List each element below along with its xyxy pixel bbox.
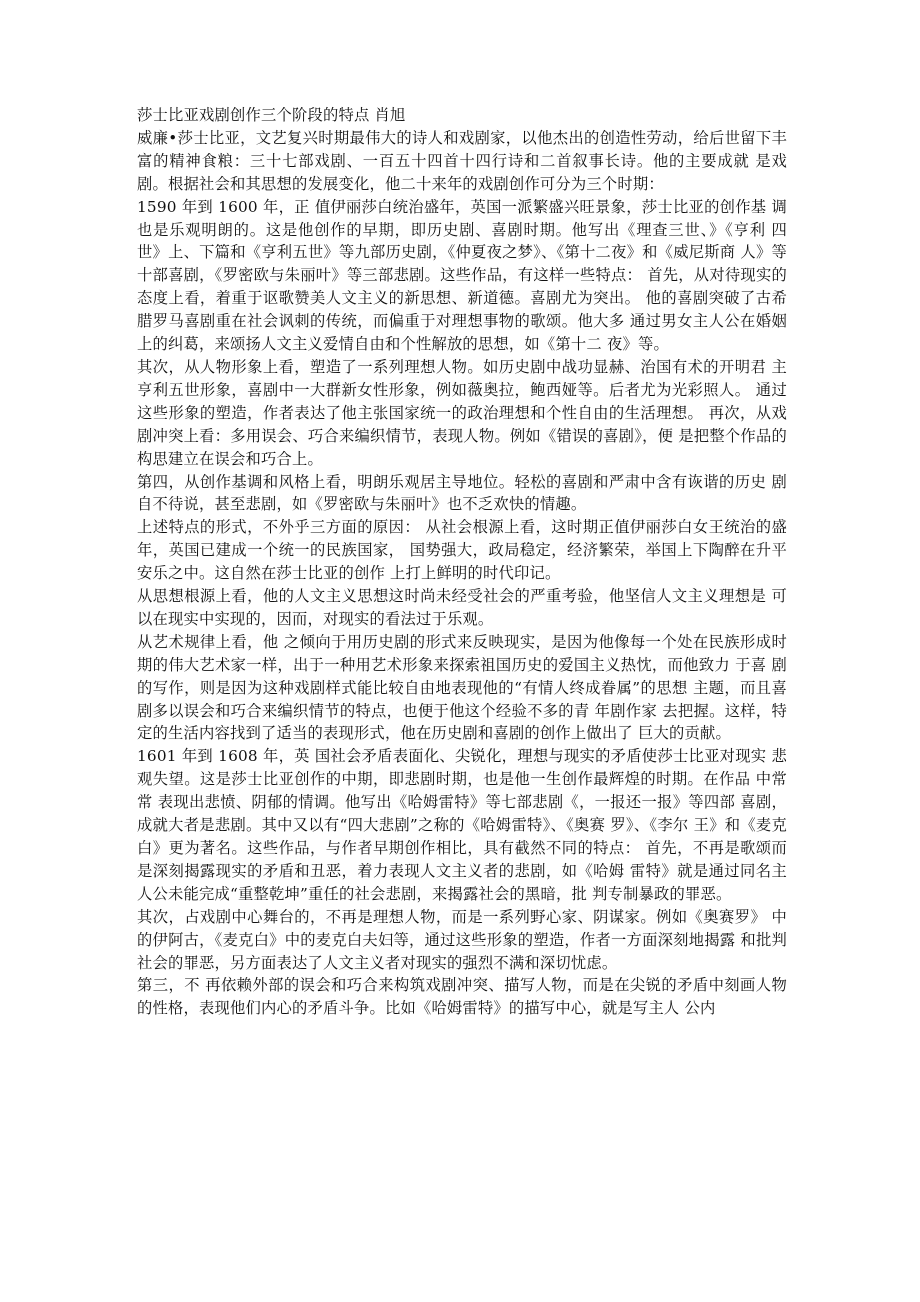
paragraph-early-period: 1590 年到 1600 年，正 值伊丽莎白统治盛年，英国一派繁盛兴旺景象，莎士比亚的创作基 调也是乐观明朗的。这是他创作的早期，即历史剧、喜剧时期。他写出《理查三世、》《亨利 四 世》上、下篇和《亨利五世》等九部历史剧，《仲夏夜之梦》、《第十二夜》和《威尼斯商 人》等十部喜剧，《罗密欧与朱丽叶》等三部悲剧。这些作品，有这样一些特点： 首先，从对待现实的态度上看，着重于讴歌赞美人文主义的新思想、新道德。喜剧尤为突出。 他的喜剧突破了古希腊罗马喜剧重在社会讽刺的传统，而偏重于对理想事物的歌颂。他大多 通过男女主人公在婚姻上的纠葛，来颂扬人文主义爱情自由和个性解放的思想，如《第十二 夜》等。 xyxy=(137,197,787,354)
paragraph-villains: 其次，占戏剧中心舞台的，不再是理想人物，而是一系列野心家、阴谋家。例如《奥赛罗》 中的伊阿古，《麦克白》中的麦克白夫妇等，通过这些形象的塑造，作者一方面深刻地揭露 和批判社会的罪恶，另方面表达了人文主义者对现实的强烈不满和深切忧虑。 xyxy=(137,907,787,972)
paragraph-artistic-law: 从艺术规律上看，他 之倾向于用历史剧的形式来反映现实，是因为他像每一个处在民族形成时期的伟大艺术家一样，出于一种用艺术形象来探索祖国历史的爱国主义热忱，而他致力 于喜 剧的写作，则是因为这种戏剧样式能比较自由地表现他的“有情人终成眷属”的思想 主题，而且喜剧多以误会和巧合来编织情节的特点，也便于他这个经验不多的青 年剧作家 去把握。这样，特定的生活内容找到了适当的表现形式，他在历史剧和喜剧的创作上做出了 巨大的贡献。 xyxy=(137,632,787,743)
document-page xyxy=(137,104,787,1020)
document-title: 莎士比亚戏剧创作三个阶段的特点 肖旭 xyxy=(137,106,406,124)
paragraph-ideal-characters: 其次，从人物形象上看，塑造了一系列理想人物。如历史剧中战功显赫、治国有术的开明君 主亨利五世形象，喜剧中一大群新女性形象，例如薇奥拉，鲍西娅等。后者尤为光彩照人。 通过这些形象的塑造，作者表达了他主张国家统一的政治理想和个性自由的生活理想。 再次，从戏剧冲突上看：多用误会、巧合来编织情节，表现人物。例如《错误的喜剧》，便 是把整个作品的构思建立在误会和巧合上。 xyxy=(137,357,787,468)
paragraph-tone-style: 第四，从创作基调和风格上看，明朗乐观居主导地位。轻松的喜剧和严肃中含有诙谐的历史 剧自不待说，甚至悲剧，如《罗密欧与朱丽叶》也不乏欢快的情趣。 xyxy=(137,472,787,514)
paragraph-intro: 威廉•莎士比亚，文艺复兴时期最伟大的诗人和戏剧家，以他杰出的创造性劳动，给后世留下丰富的精神食粮：三十七部戏剧、一百五十四首十四行诗和二首叙事长诗。他的主要成就 是戏剧。根据社会和其思想的发展变化，他二十来年的戏剧创作可分为三个时期： xyxy=(137,128,787,193)
paragraph-inner-conflict: 第三，不 再依赖外部的误会和巧合来构筑戏剧冲突、描写人物，而是在尖锐的矛盾中刻画人物的性格，表现他们内心的矛盾斗争。比如《哈姆雷特》的描写中心，就是写主人 公内 xyxy=(137,976,787,1018)
paragraph-social-roots: 上述特点的形式，不外乎三方面的原因： 从社会根源上看，这时期正值伊丽莎白女王统治的盛年，英国已建成一个统一的民族国家， 国势强大，政局稳定，经济繁荣，举国上下陶醉在升平安乐之中。这自然在莎士比亚的创作 上打上鲜明的时代印记。 xyxy=(137,518,787,583)
paragraph-ideological-roots: 从思想根源上看，他的人文主义思想这时尚未经受社会的严重考验，他坚信人文主义理想是 可以在现实中实现的，因而，对现实的看法过于乐观。 xyxy=(137,587,787,628)
paragraph-middle-period: 1601 年到 1608 年，英 国社会矛盾表面化、尖锐化，理想与现实的矛盾使莎士比亚对现实 悲观失望。这是莎士比亚创作的中期，即悲剧时期，也是他一生创作最辉煌的时期。在作品 中常常 表现出悲愤、阴郁的情调。他写出《哈姆雷特》等七部悲剧《，一报还一报》等四部 喜剧，成就大者是悲剧。其中又以有“四大悲剧”之称的《哈姆雷特》、《奥赛 罗》、《李尔 王》和《麦克白》更为著名。这些作品，与作者早期创作相比，具有截然不同的特点： 首先，不再是歌颂而是深刻揭露现实的矛盾和丑恶，着力表现人文主义者的悲剧，如《哈姆 雷特》就是通过同名主人公未能完成“重整乾坤”重任的社会悲剧，来揭露社会的黑暗，批 判专制暴政的罪恶。 xyxy=(137,747,787,903)
